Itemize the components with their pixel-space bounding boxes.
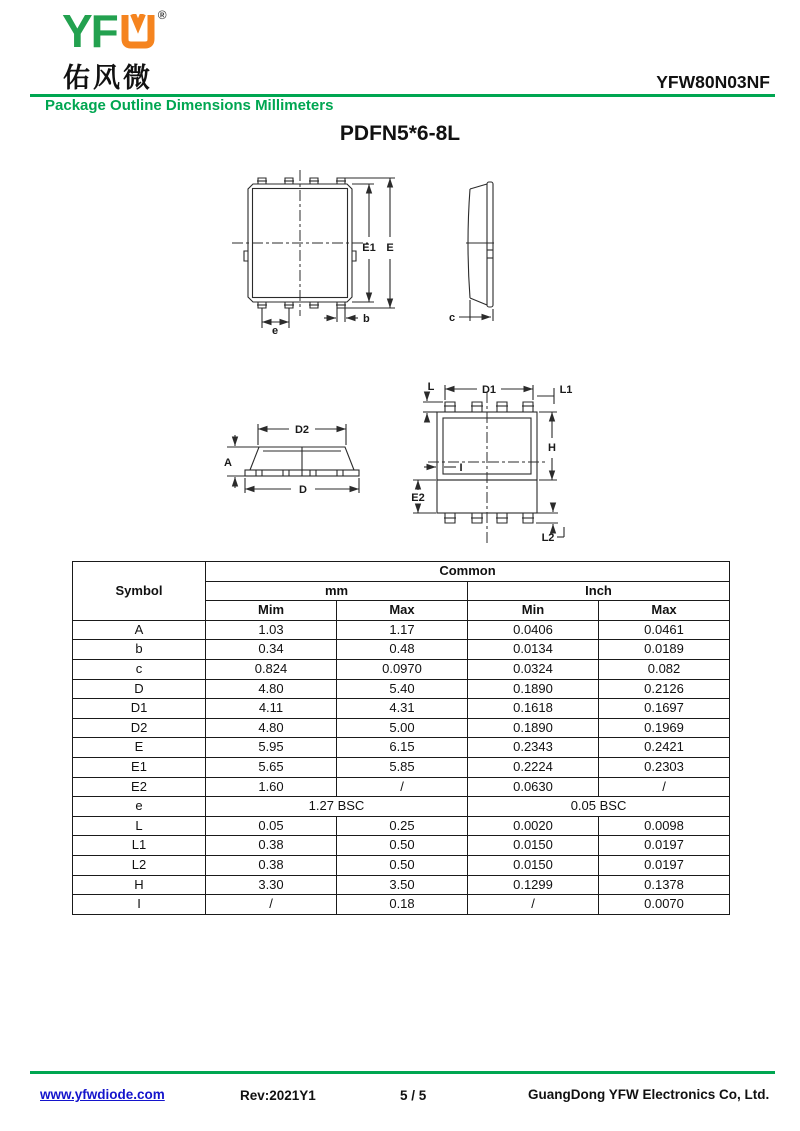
symbol-header: Symbol [73, 562, 206, 621]
table-row [73, 718, 730, 738]
dim-label-d: D [299, 484, 307, 496]
inch-max-cell: 0.2126 [599, 679, 730, 699]
bottom-view-drawing [411, 381, 572, 544]
mm-min-cell: 1.03 [206, 620, 337, 640]
table-row [73, 875, 730, 895]
inch-min-cell: 0.0150 [468, 836, 599, 856]
mm-max-header: Max [337, 601, 468, 621]
inch-max-cell: 0.0070 [599, 895, 730, 915]
page-number: 5 / 5 [400, 1088, 427, 1103]
mm-max-cell: / [337, 777, 468, 797]
mm-max-cell: 1.17 [337, 620, 468, 640]
symbol-cell: I [73, 895, 206, 915]
inch-min-cell: 0.0150 [468, 855, 599, 875]
dim-label-c: c [448, 312, 456, 324]
symbol-cell: c [73, 659, 206, 679]
mm-min-cell: 0.38 [206, 836, 337, 856]
inch-max-cell: 0.2421 [599, 738, 730, 758]
logo-text-yf: YF [62, 5, 117, 57]
side-view-drawing [449, 182, 494, 324]
symbol-cell: D [73, 679, 206, 699]
inch-max-cell: 0.0098 [599, 816, 730, 836]
section-title: Package Outline Dimensions Millimeters [45, 97, 334, 114]
dim-label-d2: D2 [294, 424, 310, 436]
mm-min-cell: 0.824 [206, 659, 337, 679]
dim-label-l: L [427, 381, 435, 393]
table-row [73, 738, 730, 758]
company-name: GuangDong YFW Electronics Co, Ltd. [528, 1087, 770, 1102]
inch-max-cell: 0.082 [599, 659, 730, 679]
dim-label-e-width: E [386, 242, 394, 254]
mm-max-cell: 5.40 [337, 679, 468, 699]
inch-min-cell: 0.1890 [468, 679, 599, 699]
yfw-logo [62, 5, 167, 57]
website-link[interactable]: www.yfwdiode.com [40, 1087, 165, 1102]
mm-max-cell: 0.50 [337, 836, 468, 856]
mm-min-cell: 4.11 [206, 699, 337, 719]
mm-min-cell: 5.65 [206, 757, 337, 777]
symbol-cell: E1 [73, 757, 206, 777]
table-row [73, 777, 730, 797]
mm-min-cell: / [206, 895, 337, 915]
mm-min-header: Mim [206, 601, 337, 621]
mm-max-cell: 0.18 [337, 895, 468, 915]
mm-min-cell: 0.05 [206, 816, 337, 836]
symbol-cell: E2 [73, 777, 206, 797]
inch-max-cell: 0.0461 [599, 620, 730, 640]
dim-label-a: A [224, 457, 232, 469]
symbol-cell: H [73, 875, 206, 895]
inch-max-cell: 0.0197 [599, 836, 730, 856]
mm-min-cell: 4.80 [206, 679, 337, 699]
package-title: PDFN5*6-8L [339, 122, 461, 145]
mm-max-cell: 0.48 [337, 640, 468, 660]
mm-max-cell: 0.25 [337, 816, 468, 836]
inch-max-cell: 0.0197 [599, 855, 730, 875]
common-header: Common [206, 562, 730, 582]
symbol-cell: e [73, 797, 206, 817]
symbol-cell: A [73, 620, 206, 640]
inch-max-cell: 0.1378 [599, 875, 730, 895]
table-row [73, 699, 730, 719]
inch-min-cell: 0.0406 [468, 620, 599, 640]
inch-min-cell: 0.0324 [468, 659, 599, 679]
inch-bsc-cell: 0.05 BSC [468, 797, 730, 817]
symbol-cell: L2 [73, 855, 206, 875]
table-row [73, 620, 730, 640]
inch-max-header: Max [599, 601, 730, 621]
inch-max-cell: 0.1697 [599, 699, 730, 719]
dimensions-table [72, 561, 730, 915]
mm-header: mm [206, 581, 468, 601]
table-row [73, 836, 730, 856]
inch-min-cell: 0.0630 [468, 777, 599, 797]
table-row [73, 679, 730, 699]
logo-chinese-text: 佑风微 [63, 63, 153, 93]
dim-label-e2: E2 [411, 492, 425, 504]
revision-label: Rev:2021Y1 [240, 1088, 316, 1103]
dim-label-b: b [363, 313, 370, 325]
inch-min-cell: / [468, 895, 599, 915]
inch-max-cell: 0.1969 [599, 718, 730, 738]
symbol-cell: E [73, 738, 206, 758]
mm-max-cell: 5.85 [337, 757, 468, 777]
mm-max-cell: 4.31 [337, 699, 468, 719]
table-row [73, 855, 730, 875]
mm-min-cell: 0.38 [206, 855, 337, 875]
symbol-cell: L [73, 816, 206, 836]
footer-divider [30, 1071, 775, 1074]
dim-label-l2: L2 [541, 532, 555, 544]
table-row [73, 895, 730, 915]
profile-view-drawing [224, 424, 359, 496]
table-header-row [73, 562, 730, 582]
inch-min-cell: 0.2224 [468, 757, 599, 777]
mm-min-cell: 5.95 [206, 738, 337, 758]
inch-min-cell: 0.1618 [468, 699, 599, 719]
mm-bsc-cell: 1.27 BSC [206, 797, 468, 817]
inch-max-cell: / [599, 777, 730, 797]
logo-w-icon [120, 14, 156, 50]
mm-max-cell: 0.50 [337, 855, 468, 875]
dim-label-e1: E1 [362, 242, 376, 254]
inch-min-header: Min [468, 601, 599, 621]
mm-max-cell: 5.00 [337, 718, 468, 738]
table-row [73, 640, 730, 660]
inch-max-cell: 0.0189 [599, 640, 730, 660]
symbol-cell: D1 [73, 699, 206, 719]
inch-min-cell: 0.0134 [468, 640, 599, 660]
top-view-drawing [232, 170, 395, 337]
mm-min-cell: 3.30 [206, 875, 337, 895]
registered-trademark-icon: ® [157, 8, 167, 22]
inch-min-cell: 0.2343 [468, 738, 599, 758]
inch-min-cell: 0.0020 [468, 816, 599, 836]
inch-max-cell: 0.2303 [599, 757, 730, 777]
dim-label-l1: L1 [559, 384, 573, 396]
inch-min-cell: 0.1890 [468, 718, 599, 738]
table-row [73, 659, 730, 679]
mm-max-cell: 0.0970 [337, 659, 468, 679]
dim-label-e-pitch: e [271, 325, 279, 337]
inch-min-cell: 0.1299 [468, 875, 599, 895]
part-number: YFW80N03NF [656, 72, 770, 92]
symbol-cell: L1 [73, 836, 206, 856]
mm-max-cell: 3.50 [337, 875, 468, 895]
symbol-cell: b [73, 640, 206, 660]
mm-min-cell: 1.60 [206, 777, 337, 797]
table-row [73, 816, 730, 836]
dim-label-i: I [459, 462, 463, 474]
table-row [73, 757, 730, 777]
table-row-e-bsc [73, 797, 730, 817]
dim-label-d1: D1 [481, 384, 497, 396]
mm-min-cell: 0.34 [206, 640, 337, 660]
mm-min-cell: 4.80 [206, 718, 337, 738]
dim-label-h: H [548, 442, 556, 454]
inch-header: Inch [468, 581, 730, 601]
mm-max-cell: 6.15 [337, 738, 468, 758]
symbol-cell: D2 [73, 718, 206, 738]
